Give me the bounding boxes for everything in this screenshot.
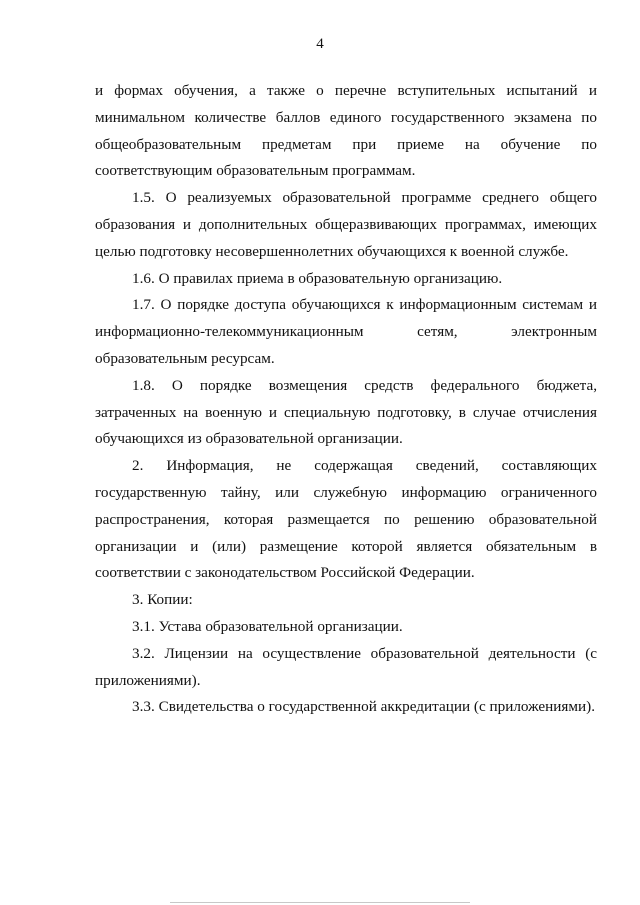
paragraph-3-2: 3.2. Лицензии на осуществление образовательной деятельности (с приложениями).: [95, 644, 597, 689]
page-number: 4: [316, 36, 324, 52]
paragraph-continuation: и формах обучения, а также о перечне вступительных испытаний и минимальном количестве баллов единого государственного экзамена по общеобразовательным предметам при приеме на обучение по соответствующим образовательным программам.: [95, 82, 597, 180]
paragraph-2: 2. Информация, не содержащая сведений, составляющих государственную тайну, или служебную информацию ограниченного распространения, которая размещается по решению образовательной организации и (или) размещение которой является обязательным в соответствии с законодательством Российской Федерации.: [95, 457, 597, 582]
document-body: [95, 78, 597, 721]
paragraph-1-7: 1.7. О порядке доступа обучающихся к информационным системам и информационно-телекоммуникационным сетям, электронным образовательным ресурсам.: [95, 296, 597, 367]
paragraph-3: 3. Копии:: [132, 591, 193, 609]
paragraph-3-1: 3.1. Устава образовательной организации.: [132, 617, 403, 635]
paragraph-3-3: 3.3. Свидетельства о государственной аккредитации (с приложениями).: [132, 698, 596, 716]
paragraph-1-6: 1.6. О правилах приема в образовательную организацию.: [132, 269, 503, 287]
scan-edge-line: [170, 902, 470, 903]
paragraph-1-5: 1.5. О реализуемых образовательной программе среднего общего образования и дополнительных общеразвивающих программах, имеющих целью подготовку несовершеннолетних обучающихся к военной службе.: [95, 189, 597, 260]
paragraph-1-8: 1.8. О порядке возмещения средств федерального бюджета, затраченных на военную и специальную подготовку, в случае отчисления обучающихся из образовательной организации.: [95, 376, 597, 448]
